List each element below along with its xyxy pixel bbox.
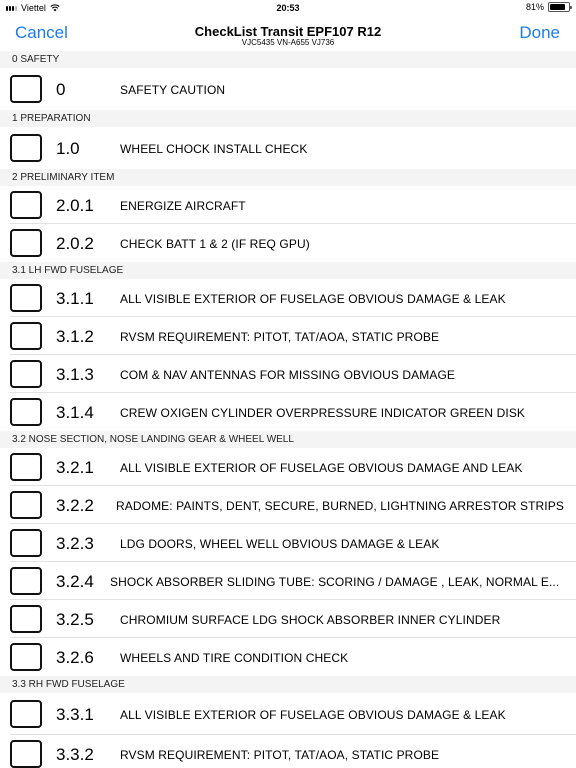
item-description: LDG DOORS, WHEEL WELL OBVIOUS DAMAGE & LEAK (120, 537, 440, 551)
item-number: 0 (56, 80, 66, 99)
page-title: CheckList Transit EPF107 R12 (194, 24, 382, 39)
checkbox[interactable] (10, 529, 42, 557)
checkbox[interactable] (10, 700, 42, 728)
checklist-row[interactable] (0, 186, 576, 224)
item-number: 3.2.1 (56, 458, 94, 477)
page-subtitle: VJC5435 VN-A655 VJ736 (241, 38, 335, 47)
item-description: CHECK BATT 1 & 2 (IF REQ GPU) (120, 237, 310, 251)
section-header: 2 PRELIMINARY ITEM (0, 169, 576, 186)
carrier-name: Viettel (21, 3, 46, 13)
item-number: 3.1.4 (56, 403, 94, 422)
item-description: COM & NAV ANTENNAS FOR MISSING OBVIOUS DAMAGE (120, 368, 455, 382)
checklist-row[interactable] (0, 693, 576, 735)
checkbox[interactable] (10, 491, 42, 519)
item-description: ALL VISIBLE EXTERIOR OF FUSELAGE OBVIOUS DAMAGE & LEAK (120, 292, 506, 306)
item-number: 3.2.4 (56, 572, 94, 591)
item-description: WHEELS AND TIRE CONDITION CHECK (120, 651, 349, 665)
checkbox[interactable] (10, 284, 42, 312)
done-button[interactable]: Done (519, 23, 560, 42)
checkbox[interactable] (10, 740, 42, 768)
checklist-row[interactable] (0, 317, 576, 355)
item-number: 2.0.2 (56, 234, 94, 253)
section-header: 1 PREPARATION (0, 110, 576, 127)
checklist-row[interactable] (0, 600, 576, 638)
checklist-row[interactable] (0, 638, 576, 676)
item-description: ALL VISIBLE EXTERIOR OF FUSELAGE OBVIOUS DAMAGE AND LEAK (120, 461, 523, 475)
item-number: 3.2.5 (56, 610, 94, 629)
checkbox[interactable] (10, 75, 42, 103)
navigation-bar (0, 16, 576, 51)
battery-icon (548, 2, 570, 12)
checkbox[interactable] (10, 398, 42, 426)
checkbox[interactable] (10, 643, 42, 671)
item-number: 3.2.6 (56, 648, 94, 667)
item-description: RVSM REQUIREMENT: PITOT, TAT/AOA, STATIC PROBE (120, 748, 440, 762)
battery-percent: 81% (525, 2, 544, 12)
item-number: 3.1.3 (56, 365, 94, 384)
checklist-row[interactable] (0, 448, 576, 486)
checkbox[interactable] (10, 605, 42, 633)
checkbox[interactable] (10, 322, 42, 350)
checklist (0, 51, 576, 768)
item-description: RADOME: PAINTS, DENT, SECURE, BURNED, LIGHTNING ARRESTOR STRIPS (116, 499, 564, 513)
checkbox[interactable] (10, 134, 42, 162)
item-number: 3.2.3 (56, 534, 94, 553)
checklist-row[interactable] (0, 355, 576, 393)
checklist-row[interactable] (0, 735, 576, 768)
checklist-row[interactable] (0, 486, 576, 524)
item-number: 3.1.2 (56, 327, 94, 346)
checkbox[interactable] (10, 229, 42, 257)
checkbox[interactable] (10, 191, 42, 219)
item-number: 3.2.2 (56, 496, 94, 515)
checklist-row[interactable] (0, 562, 576, 600)
item-description: ALL VISIBLE EXTERIOR OF FUSELAGE OBVIOUS DAMAGE & LEAK (120, 708, 506, 722)
item-description: ENERGIZE AIRCRAFT (120, 199, 246, 213)
item-description: CREW OXIGEN CYLINDER OVERPRESSURE INDICATOR GREEN DISK (120, 406, 526, 420)
status-bar (0, 0, 576, 16)
checkbox[interactable] (10, 360, 42, 388)
section-header: 3.1 LH FWD FUSELAGE (0, 262, 576, 279)
checklist-row[interactable] (0, 127, 576, 169)
cancel-button[interactable]: Cancel (15, 23, 68, 42)
item-description: SHOCK ABSORBER SLIDING TUBE: SCORING / DAMAGE , LEAK, NORMAL E... (110, 575, 560, 589)
item-number: 3.1.1 (56, 289, 94, 308)
battery-level-fill (550, 4, 565, 10)
item-description: CHROMIUM SURFACE LDG SHOCK ABSORBER INNER CYLINDER (120, 613, 501, 627)
status-time: 20:53 (276, 3, 300, 13)
checklist-row[interactable] (0, 68, 576, 110)
item-description: SAFETY CAUTION (120, 83, 226, 97)
section-header: 3.3 RH FWD FUSELAGE (0, 676, 576, 693)
section-header: 0 SAFETY (0, 51, 576, 68)
item-number: 3.3.1 (56, 705, 94, 724)
item-description: RVSM REQUIREMENT: PITOT, TAT/AOA, STATIC PROBE (120, 330, 440, 344)
checkbox[interactable] (10, 567, 42, 595)
item-number: 3.3.2 (56, 745, 94, 764)
checkbox[interactable] (10, 453, 42, 481)
item-number: 1.0 (56, 139, 80, 158)
checklist-row[interactable] (0, 279, 576, 317)
checklist-row[interactable] (0, 393, 576, 431)
item-number: 2.0.1 (56, 196, 94, 215)
item-description: WHEEL CHOCK INSTALL CHECK (120, 142, 308, 156)
status-right (526, 2, 570, 12)
section-header: 3.2 NOSE SECTION, NOSE LANDING GEAR & WHEEL WELL (0, 431, 576, 448)
checklist-row[interactable] (0, 524, 576, 562)
checklist-row[interactable] (0, 224, 576, 262)
